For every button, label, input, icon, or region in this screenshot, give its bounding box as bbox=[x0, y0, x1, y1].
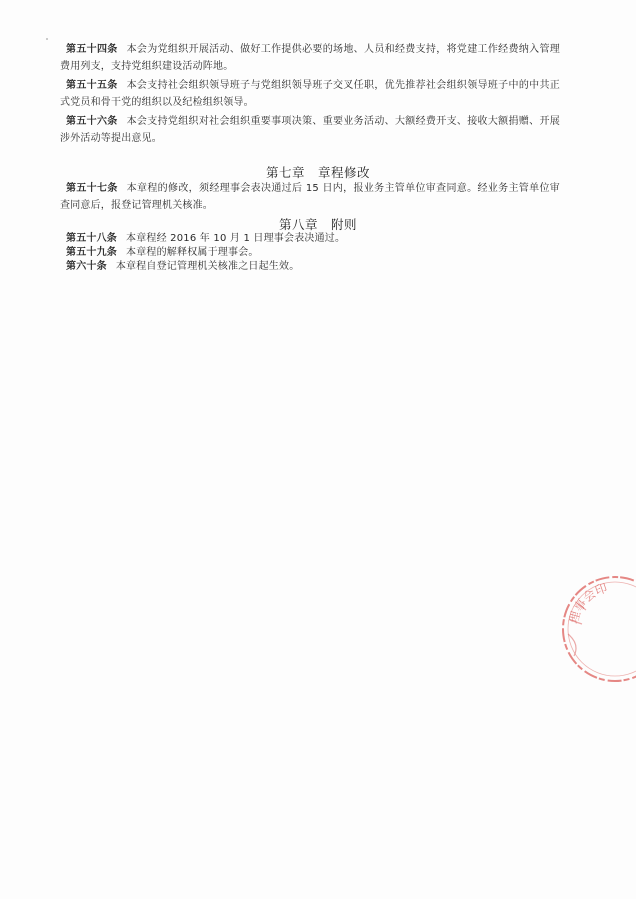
article-text: 本章程的修改，须经理事会表决通过后 15 日内，报业务主管单位审查同意。经业务主管单位审查同意后，报登记管理机关核准。 bbox=[60, 183, 560, 211]
article-number: 第五十五条 bbox=[66, 80, 118, 91]
official-seal-stamp bbox=[560, 574, 636, 684]
article-text: 本章程的解释权属于理事会。 bbox=[126, 247, 259, 258]
svg-text:理事会印 bbox=[566, 581, 609, 625]
article-number: 第六十条 bbox=[66, 261, 107, 272]
article-text: 本章程经 2016 年 10 月 1 日理事会表决通过。 bbox=[126, 233, 346, 244]
article-60 bbox=[60, 260, 560, 274]
article-55 bbox=[60, 77, 560, 111]
article-number: 第五十八条 bbox=[66, 233, 117, 244]
chapter-8-heading: 第八章 附则 bbox=[278, 217, 357, 232]
article-text: 本章程自登记管理机关核准之日起生效。 bbox=[115, 261, 300, 272]
article-58 bbox=[60, 232, 560, 246]
chapter-7-heading: 第七章 章程修改 bbox=[265, 165, 370, 180]
article-56 bbox=[60, 113, 560, 147]
article-59 bbox=[60, 246, 560, 260]
article-number: 第五十七条 bbox=[66, 183, 118, 194]
scan-speck bbox=[46, 38, 48, 40]
article-text: 本会支持社会组织领导班子与党组织领导班子交叉任职，优先推荐社会组织领导班子中的中共正式党员和骨干党的组织以及纪检组织领导。 bbox=[60, 80, 560, 108]
article-text: 本会为党组织开展活动、做好工作提供必要的场地、人员和经费支持，将党建工作经费纳入管理费用列支，支持党组织建设活动阵地。 bbox=[60, 44, 560, 72]
article-57 bbox=[60, 180, 560, 214]
article-number: 第五十四条 bbox=[66, 44, 118, 55]
article-number: 第五十九条 bbox=[66, 247, 117, 258]
article-text: 本会支持党组织对社会组织重要事项决策、重要业务活动、大额经费开支、接收大额捐赠、开展涉外活动等提出意见。 bbox=[60, 116, 560, 144]
seal-text: 理事会印 bbox=[566, 580, 610, 626]
article-number: 第五十六条 bbox=[66, 116, 118, 127]
article-54 bbox=[60, 41, 560, 75]
